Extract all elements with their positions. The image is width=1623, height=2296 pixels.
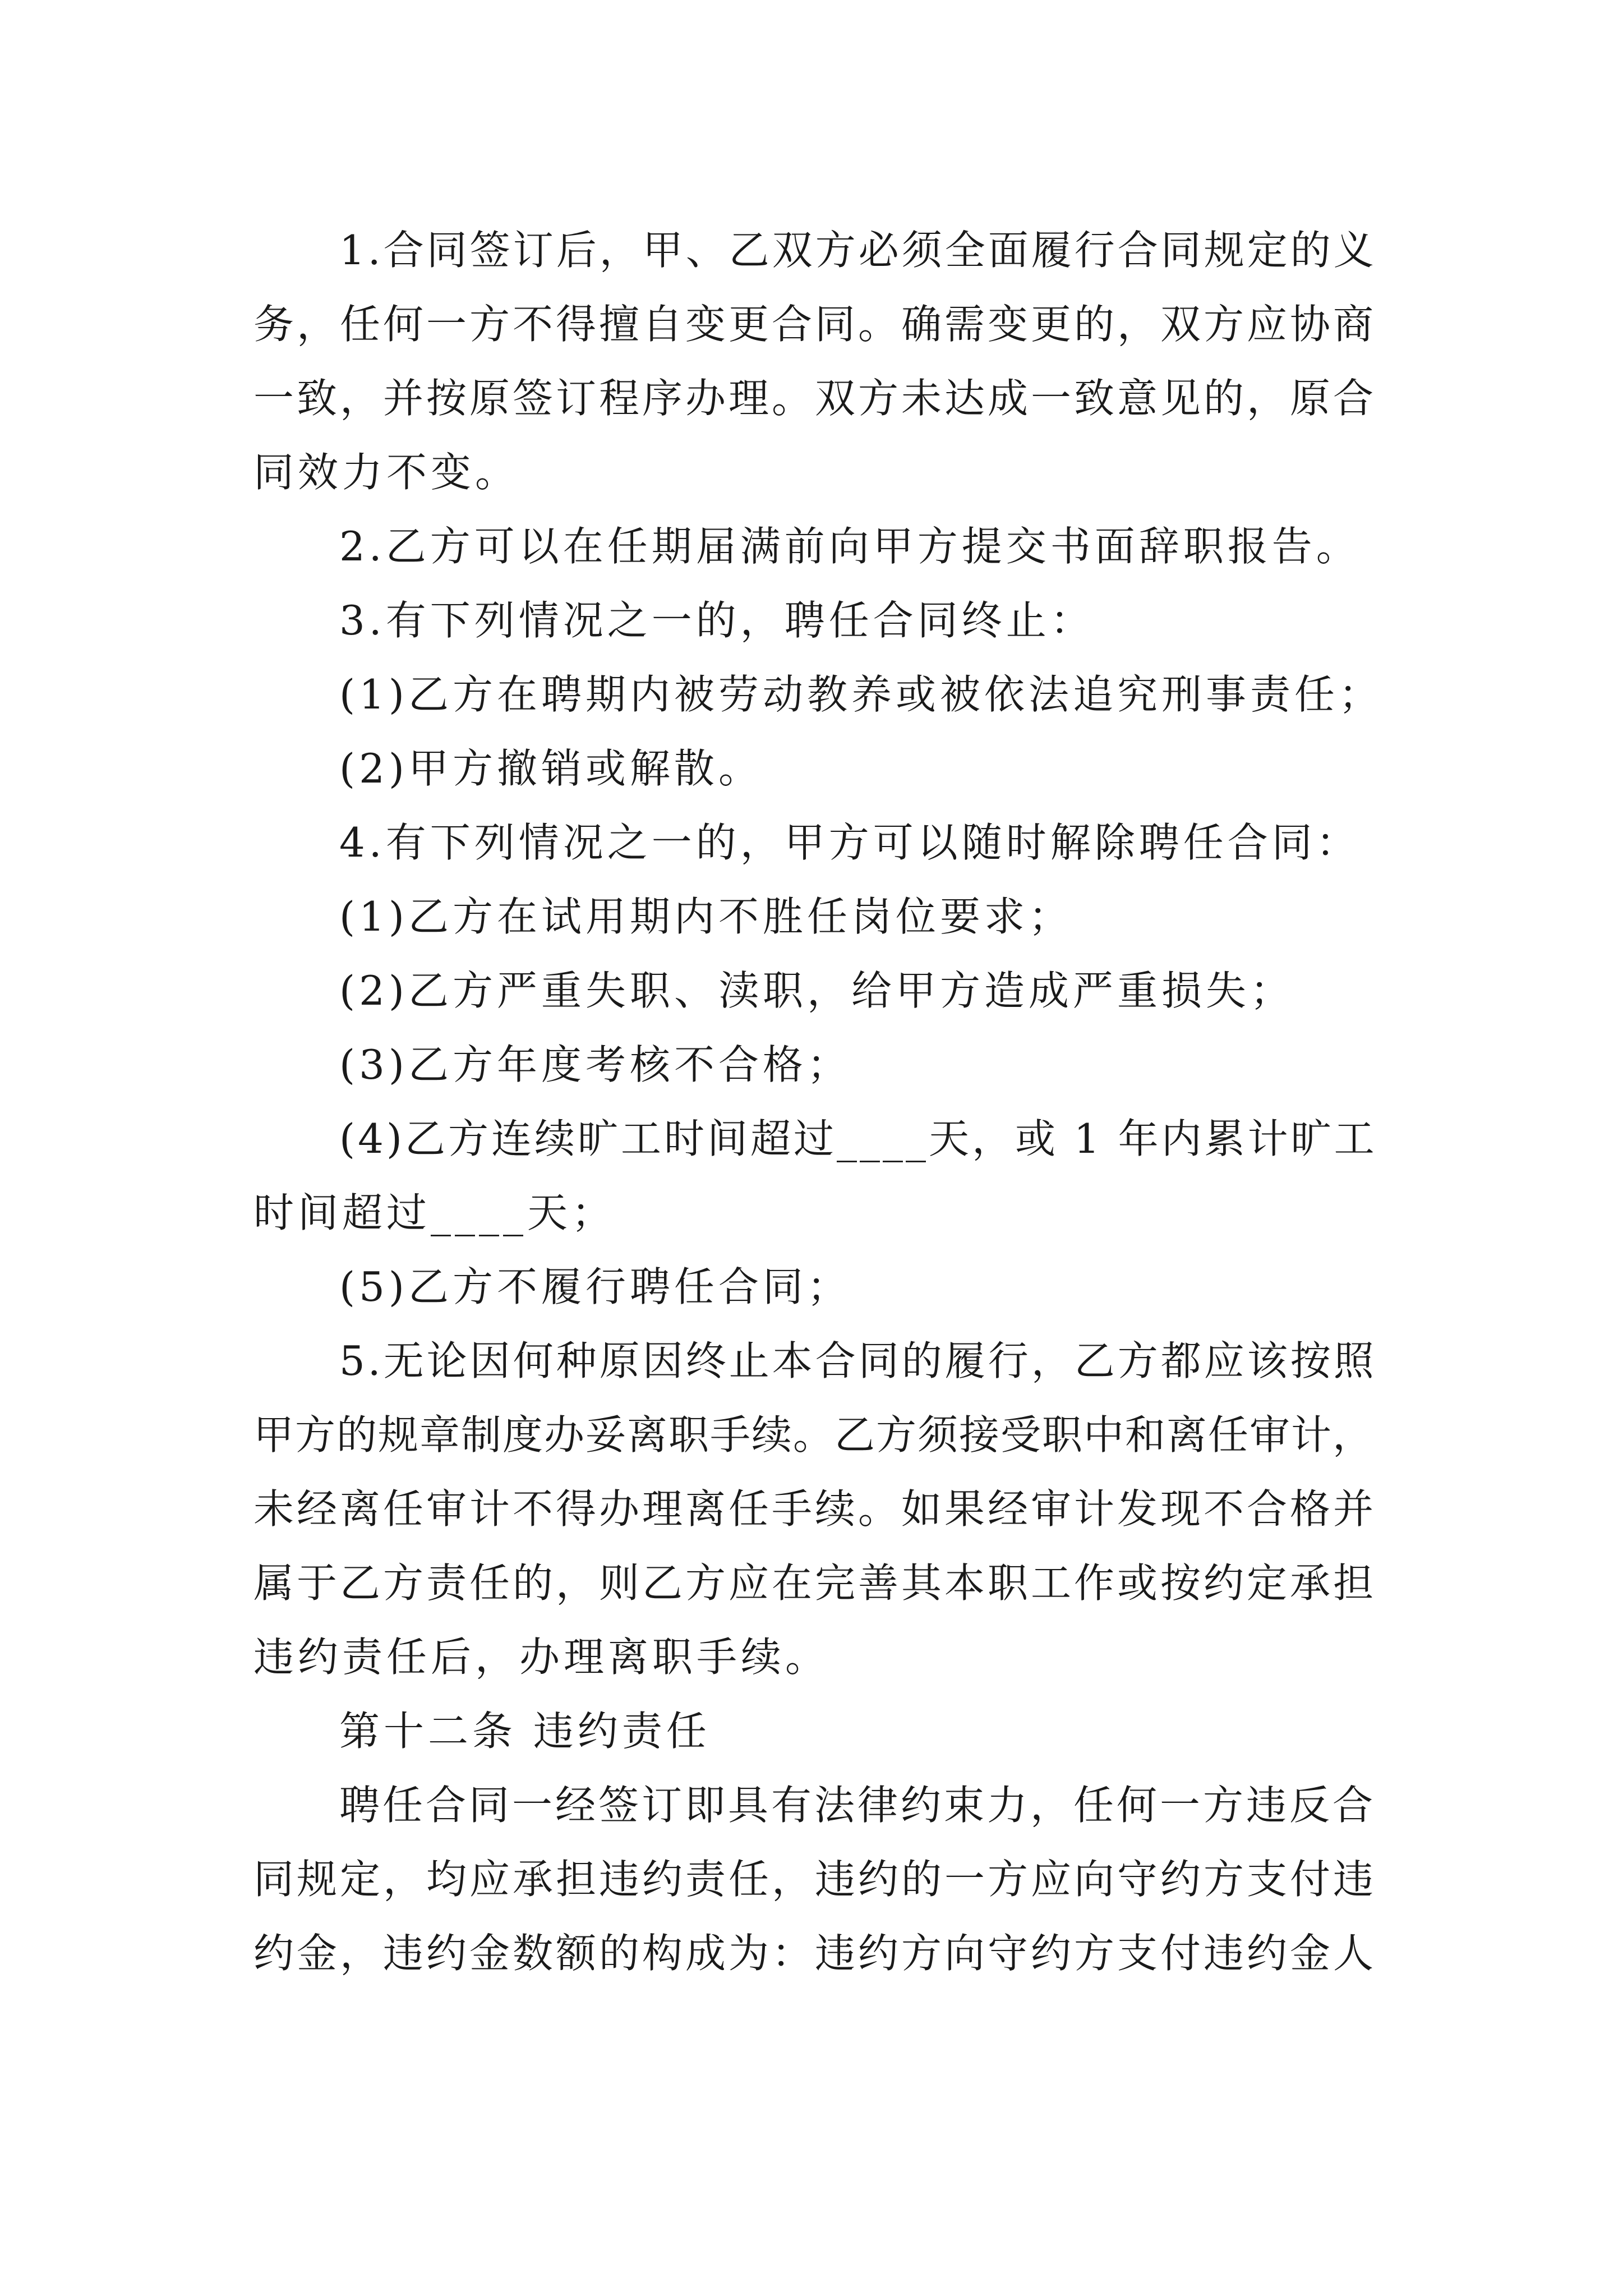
text-line: 聘任合同一经签订即具有法律约束力，任何一方违反合 <box>339 1782 1376 1829</box>
text-line: (3)乙方年度考核不合格； <box>339 1041 851 1088</box>
text-line: (4)乙方连续旷工时间超过____天，或 1 年内累计旷工 <box>339 1115 1377 1162</box>
text-line: 同效力不变。 <box>253 449 520 496</box>
document-body <box>253 213 1384 1990</box>
text-line: (5)乙方不履行聘任合同； <box>339 1263 851 1310</box>
text-line: (1)乙方在试用期内不胜任岗位要求； <box>339 893 1073 940</box>
text-line: 4.有下列情况之一的，甲方可以随时解除聘任合同： <box>339 819 1361 866</box>
text-line: 同规定，均应承担违约责任，违约的一方应向守约方支付违 <box>253 1856 1377 1903</box>
text-line: 未经离任审计不得办理离任手续。如果经审计发现不合格并 <box>253 1485 1377 1533</box>
text-line: 甲方的规章制度办妥离职手续。乙方须接受职中和离任审计， <box>253 1411 1375 1458</box>
text-line: (2)甲方撤销或解散。 <box>339 745 763 792</box>
text-line: 1.合同签订后，甲、乙双方必须全面履行合同规定的义 <box>339 227 1377 274</box>
text-line: 一致，并按原签订程序办理。双方未达成一致意见的，原合 <box>253 375 1377 422</box>
text-line: (2)乙方严重失职、渎职，给甲方造成严重损失； <box>339 967 1294 1014</box>
section-heading: 第十二条 违约责任 <box>339 1708 711 1755</box>
text-line: 2.乙方可以在任期届满前向甲方提交书面辞职报告。 <box>339 523 1361 570</box>
text-line: 时间超过____天； <box>253 1189 616 1236</box>
text-line: 5.无论因何种原因终止本合同的履行，乙方都应该按照 <box>339 1337 1377 1384</box>
text-line: (1)乙方在聘期内被劳动教养或被依法追究刑事责任； <box>339 671 1383 718</box>
text-line: 务，任何一方不得擅自变更合同。确需变更的，双方应协商 <box>253 301 1377 348</box>
text-line: 约金，违约金数额的构成为：违约方向守约方支付违约金人 <box>253 1930 1377 1977</box>
text-line: 违约责任后，办理离职手续。 <box>253 1634 830 1681</box>
text-line: 3.有下列情况之一的，聘任合同终止： <box>339 597 1095 644</box>
text-line: 属于乙方责任的，则乙方应在完善其本职工作或按约定承担 <box>253 1559 1377 1607</box>
